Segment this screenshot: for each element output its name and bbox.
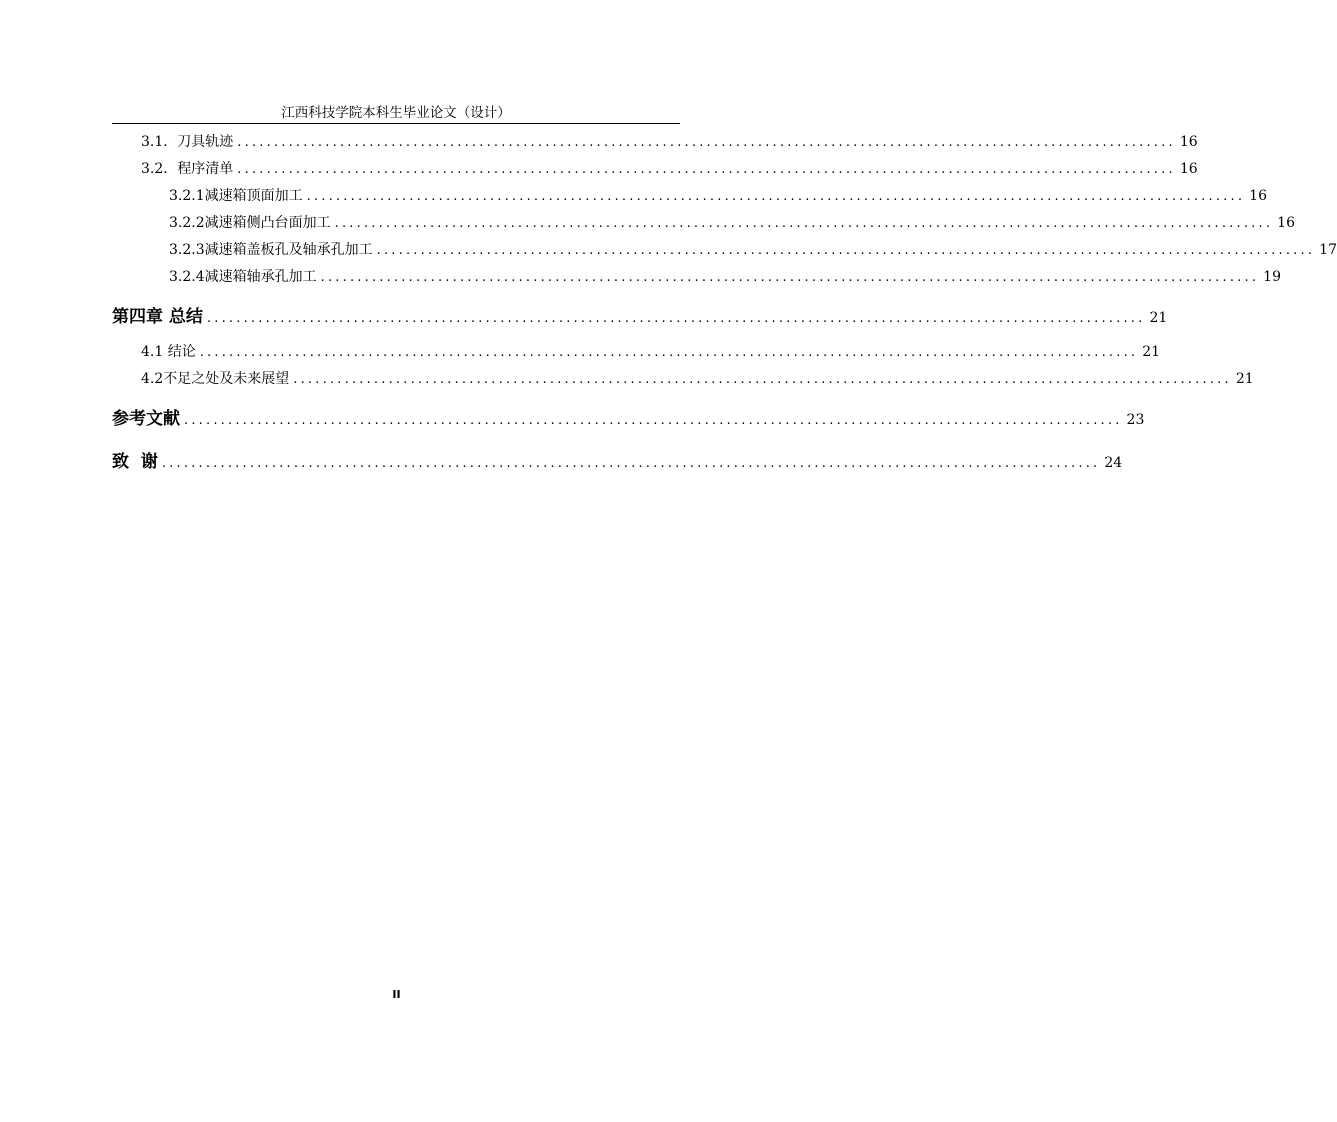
page-number: II bbox=[392, 988, 401, 1001]
toc-entry-label: 致 谢 bbox=[112, 452, 158, 472]
toc-entry-label: 3.2.1减速箱顶面加工 bbox=[169, 188, 303, 204]
toc-entry-3-2-2[interactable] bbox=[169, 212, 1295, 232]
header-title: 江西科技学院本科生毕业论文（设计） bbox=[281, 105, 511, 121]
toc-entry-page: 16 bbox=[1277, 215, 1295, 231]
header-divider bbox=[112, 123, 680, 124]
toc-leader-dots: ................................................................................................................................ bbox=[184, 413, 1123, 428]
toc-entry-label: 3.1．刀具轨迹 bbox=[141, 134, 234, 150]
toc-leader-dots: ................................................................................................................................ bbox=[376, 243, 1316, 258]
toc-entry-4-1[interactable] bbox=[141, 341, 1161, 361]
toc-leader-dots: ................................................................................................................................ bbox=[206, 311, 1146, 326]
toc-leader-dots: ................................................................................................................................ bbox=[199, 345, 1139, 360]
toc-entry-3-1[interactable] bbox=[141, 131, 1198, 151]
toc-entry-page: 19 bbox=[1263, 269, 1281, 285]
toc-entry-4-2[interactable] bbox=[141, 368, 1254, 388]
toc-entry-references[interactable] bbox=[112, 404, 1145, 429]
toc-entry-label: 3.2.2减速箱侧凸台面加工 bbox=[169, 215, 331, 231]
toc-entry-3-2-1[interactable] bbox=[169, 185, 1267, 205]
toc-entry-page: 23 bbox=[1126, 412, 1145, 428]
toc-entry-page: 16 bbox=[1249, 188, 1267, 204]
toc-entry-chapter-4[interactable] bbox=[112, 302, 1168, 327]
toc-entry-label: 4.2不足之处及未来展望 bbox=[141, 371, 290, 387]
toc-leader-dots: ................................................................................................................................ bbox=[161, 456, 1101, 471]
toc-entry-3-2-3[interactable] bbox=[169, 239, 1337, 259]
toc-entry-page: 21 bbox=[1149, 310, 1168, 326]
toc-entry-page: 21 bbox=[1235, 371, 1254, 387]
toc-entry-page: 17 bbox=[1319, 242, 1337, 258]
toc-entry-label: 3.2.4减速箱轴承孔加工 bbox=[169, 269, 317, 285]
toc-leader-dots: ................................................................................................................................ bbox=[306, 189, 1246, 204]
toc-entry-label: 3.2.3减速箱盖板孔及轴承孔加工 bbox=[169, 242, 373, 258]
toc-entry-label: 4.1 结论 bbox=[141, 344, 196, 360]
toc-entry-label: 第四章 总结 bbox=[112, 307, 203, 327]
toc-leader-dots: ................................................................................................................................ bbox=[237, 135, 1176, 150]
toc-leader-dots: ................................................................................................................................ bbox=[334, 216, 1274, 231]
toc-entry-page: 16 bbox=[1179, 134, 1198, 150]
toc-entry-page: 24 bbox=[1104, 455, 1123, 471]
toc-entry-page: 16 bbox=[1179, 161, 1198, 177]
toc-entry-label: 参考文献 bbox=[112, 409, 180, 429]
toc-entry-acknowledgements[interactable] bbox=[112, 447, 1123, 472]
toc-leader-dots: ................................................................................................................................ bbox=[237, 162, 1176, 177]
toc-entry-3-2-4[interactable] bbox=[169, 266, 1281, 286]
toc-entry-3-2[interactable] bbox=[141, 158, 1198, 178]
page-header bbox=[112, 104, 680, 122]
toc-leader-dots: ................................................................................................................................ bbox=[293, 372, 1232, 387]
page-footer bbox=[0, 988, 793, 1001]
toc-entry-label: 3.2．程序清单 bbox=[141, 161, 234, 177]
toc-leader-dots: ................................................................................................................................ bbox=[320, 270, 1260, 285]
toc-entry-page: 21 bbox=[1142, 344, 1161, 360]
